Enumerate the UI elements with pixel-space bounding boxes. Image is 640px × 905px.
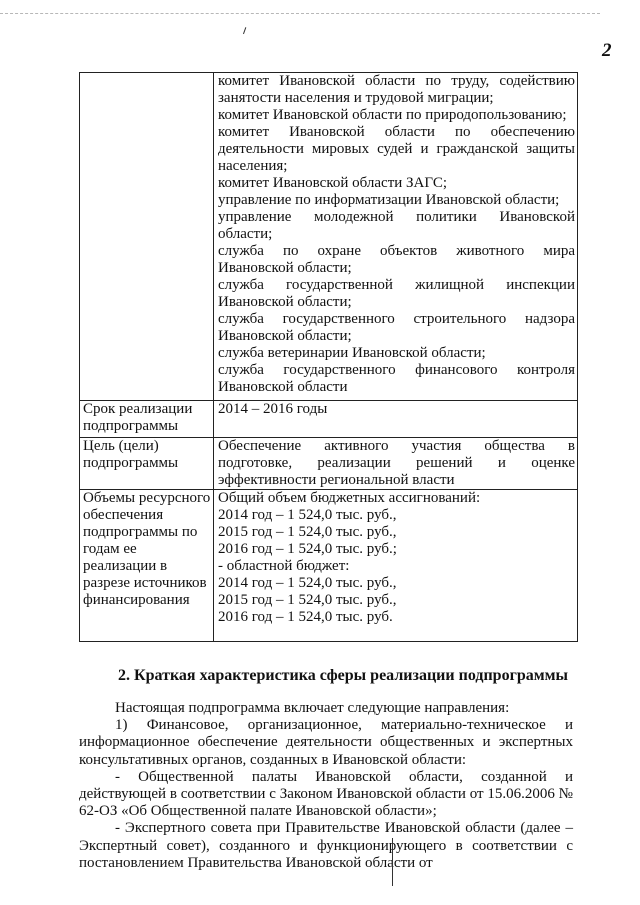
funding-line: 2015 год – 1 524,0 тыс. руб., (218, 524, 397, 540)
table-row (80, 401, 578, 438)
scan-top-edge-line (0, 13, 600, 14)
executor-item: служба ветеринарии Ивановской области; (218, 345, 486, 361)
executor-item: служба государственной жилищной инспекции Ивановской области; (218, 277, 575, 310)
paragraph: Настоящая подпрограмма включает следующие направления: (115, 700, 510, 716)
row-label-goal: Цель (цели) подпрограммы (80, 438, 214, 490)
row-value-term (214, 401, 578, 438)
executor-item: управление по информатизации Ивановской области; (218, 192, 560, 208)
paragraph: - Общественной палаты Ивановской области, созданной и действующей в соответствии с Законом Ивановской области от 15.06.2006 № 62-ОЗ «Об Общественной палате Ивановской области»; (79, 768, 573, 820)
subprogram-passport-table (79, 72, 578, 642)
scan-mark (392, 838, 393, 886)
term-value: 2014 – 2016 годы (218, 401, 328, 417)
funding-line: 2014 год – 1 524,0 тыс. руб., (218, 575, 397, 591)
executor-item: комитет Ивановской области по обеспечению деятельности мировых судей и гражданской защиты населения; (218, 124, 575, 174)
row-value-goal (214, 438, 578, 490)
executor-item: служба государственного строительного надзора Ивановской области; (218, 311, 575, 344)
funding-line: 2015 год – 1 524,0 тыс. руб., (218, 592, 397, 608)
funding-line: - областной бюджет: (218, 558, 350, 574)
executor-item: комитет Ивановской области по природопользованию; (218, 107, 567, 123)
executor-item: служба по охране объектов животного мира Ивановской области; (218, 243, 575, 276)
section-body (79, 700, 573, 872)
paragraph: 1) Финансовое, организационное, материально-техническое и информационное обеспечение деятельности общественных и экспертных консультативных органов, созданных в Ивановской области: (79, 717, 573, 768)
row-label-funding: Объемы ресурсного обеспечения подпрограммы по годам ее реализации в разрезе источников финансирования (80, 490, 214, 642)
section-heading: 2. Краткая характеристика сферы реализации подпрограммы (118, 667, 569, 684)
funding-line: 2016 год – 1 524,0 тыс. руб. (218, 609, 393, 625)
executor-item: служба государственного финансового контроля Ивановской области (218, 362, 575, 395)
table-row (80, 490, 578, 642)
funding-line: 2014 год – 1 524,0 тыс. руб., (218, 507, 397, 523)
row-label-term: Срок реализации подпрограммы (80, 401, 214, 438)
row-value-funding (214, 490, 578, 642)
pen-mark (243, 27, 251, 36)
funding-line: 2016 год – 1 524,0 тыс. руб.; (218, 541, 397, 557)
funding-line: Общий объем бюджетных ассигнований: (218, 490, 481, 506)
goal-value: Обеспечение активного участия общества в подготовке, реализации решений и оценке эффективности региональной власти (218, 438, 575, 488)
paragraph: - Экспертного совета при Правительстве Ивановской области (далее – Экспертный совет), созданного и функционирующего в соответствии с постановлением Правительства Ивановской области от (79, 820, 573, 871)
executor-item: комитет Ивановской области ЗАГС; (218, 175, 448, 191)
table-row (80, 73, 578, 401)
executor-item: управление молодежной политики Ивановской области; (218, 209, 575, 242)
row-label (80, 73, 214, 401)
row-value-executors (214, 73, 578, 401)
table-row (80, 438, 578, 490)
executor-item: комитет Ивановской области по труду, содействию занятости населения и трудовой миграции; (218, 73, 575, 106)
page-number: 2 (602, 40, 612, 61)
